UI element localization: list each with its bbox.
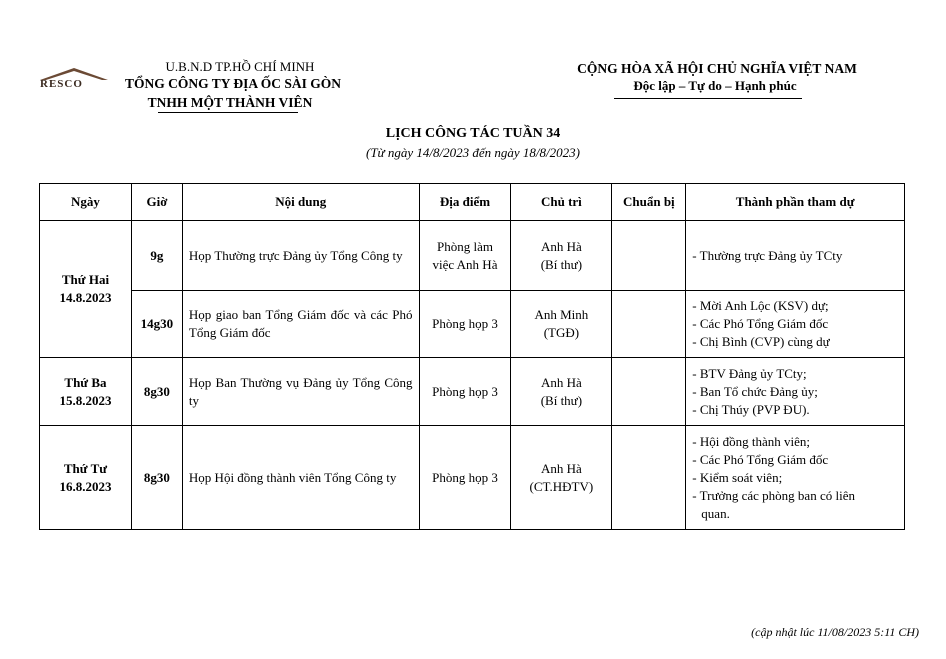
header-chair: Chủ trì	[511, 184, 612, 221]
chair-cell	[511, 221, 612, 291]
country-motto: Độc lập – Tự do – Hạnh phúc	[633, 78, 797, 93]
attendee-item: - Mời Anh Lộc (KSV) dự;	[692, 298, 829, 313]
schedule-table	[39, 183, 905, 530]
right-header-divider	[614, 98, 802, 99]
prep-cell	[612, 358, 686, 426]
attendees-cell	[686, 358, 905, 426]
day-cell	[40, 221, 132, 358]
header-place: Địa điểm	[419, 184, 511, 221]
chair-name: Anh Hà	[540, 238, 582, 254]
chair-cell	[511, 358, 612, 426]
agency-name: U.B.N.D TP.HỒ CHÍ MINH	[165, 59, 315, 74]
header-time: Giờ	[131, 184, 182, 221]
chair-cell	[511, 291, 612, 358]
attendees-cell	[686, 291, 905, 358]
header-content: Nội dung	[182, 184, 419, 221]
attendees-cell	[686, 426, 905, 530]
attendee-item: - Ban Tổ chức Đảng ủy;	[692, 383, 818, 399]
day-name: Thứ Tư	[63, 460, 108, 476]
header-day: Ngày	[40, 184, 132, 221]
attendees-cell	[686, 221, 905, 291]
chair-role: (TGĐ)	[543, 325, 580, 340]
update-timestamp: (cập nhật lúc 11/08/2023 5:11 CH)	[751, 625, 919, 639]
prep-cell	[612, 291, 686, 358]
attendee-item: - Các Phó Tổng Giám đốc	[692, 316, 829, 331]
content-cell: Họp Hội đồng thành viên Tổng Công ty	[182, 426, 419, 530]
table-row	[40, 358, 905, 426]
company-name: TỔNG CÔNG TY ĐỊA ỐC SÀI GÒN	[124, 76, 342, 91]
time-cell: 9g	[131, 221, 182, 291]
document-subtitle: (Từ ngày 14/8/2023 đến ngày 18/8/2023)	[366, 145, 580, 160]
day-date: 16.8.2023	[59, 478, 112, 494]
attendee-item: - Chị Thúy (PVP ĐU).	[692, 401, 810, 417]
prep-cell	[612, 221, 686, 291]
content-cell: Họp Thường trực Đảng ủy Tổng Công ty	[182, 221, 419, 291]
document-title: LỊCH CÔNG TÁC TUẦN 34	[385, 126, 561, 141]
chair-role: (Bí thư)	[540, 392, 583, 408]
left-header-divider	[158, 112, 298, 113]
day-cell	[40, 358, 132, 426]
attendee-item: - Trưởng các phòng ban có liên	[692, 487, 855, 503]
attendee-item: - Thường trực Đảng ủy TCty	[692, 247, 843, 263]
place-cell: Phòng họp 3	[419, 358, 511, 426]
country-name: CỘNG HÒA XÃ HỘI CHỦ NGHĨA VIỆT NAM	[577, 61, 857, 76]
day-date: 14.8.2023	[59, 290, 112, 305]
header-preparation: Chuẩn bị	[612, 184, 686, 221]
day-name: Thứ Ba	[64, 374, 107, 390]
attendee-item: - Các Phó Tổng Giám đốc	[692, 451, 829, 467]
chair-cell	[511, 426, 612, 530]
chair-name: Anh Minh	[534, 307, 589, 322]
chair-role: (Bí thư)	[540, 256, 583, 272]
attendee-item: - Chị Bình (CVP) cùng dự	[692, 334, 830, 349]
chair-name: Anh Hà	[540, 374, 582, 390]
day-name: Thứ Hai	[61, 272, 110, 287]
time-cell: 8g30	[131, 426, 182, 530]
attendee-item: - Hội đồng thành viên;	[692, 433, 811, 449]
table-row	[40, 221, 905, 291]
table-header-row	[40, 184, 905, 221]
place-cell: Phòng làm việc Anh Hà	[419, 221, 511, 291]
day-cell	[40, 426, 132, 530]
content-cell: Họp giao ban Tổng Giám đốc và các Phó Tổng Giám đốc	[182, 291, 419, 358]
attendee-item: - BTV Đảng ủy TCty;	[692, 365, 807, 381]
logo-text: RESCO	[40, 78, 83, 90]
prep-cell	[612, 426, 686, 530]
time-cell: 14g30	[131, 291, 182, 358]
day-date: 15.8.2023	[59, 392, 112, 408]
attendee-item: - Kiểm soát viên;	[692, 469, 783, 485]
table-row	[40, 426, 905, 530]
place-cell: Phòng họp 3	[419, 291, 511, 358]
chair-role: (CT.HĐTV)	[529, 478, 594, 494]
company-type: TNHH MỘT THÀNH VIÊN	[147, 95, 313, 110]
attendee-item-continued: quan.	[701, 505, 730, 521]
content-cell: Họp Ban Thường vụ Đảng ủy Tổng Công ty	[182, 358, 419, 426]
table-row	[40, 291, 905, 358]
place-cell: Phòng họp 3	[419, 426, 511, 530]
time-cell: 8g30	[131, 358, 182, 426]
company-logo	[38, 66, 110, 94]
header-attendees: Thành phần tham dự	[686, 184, 905, 221]
chair-name: Anh Hà	[540, 460, 582, 476]
